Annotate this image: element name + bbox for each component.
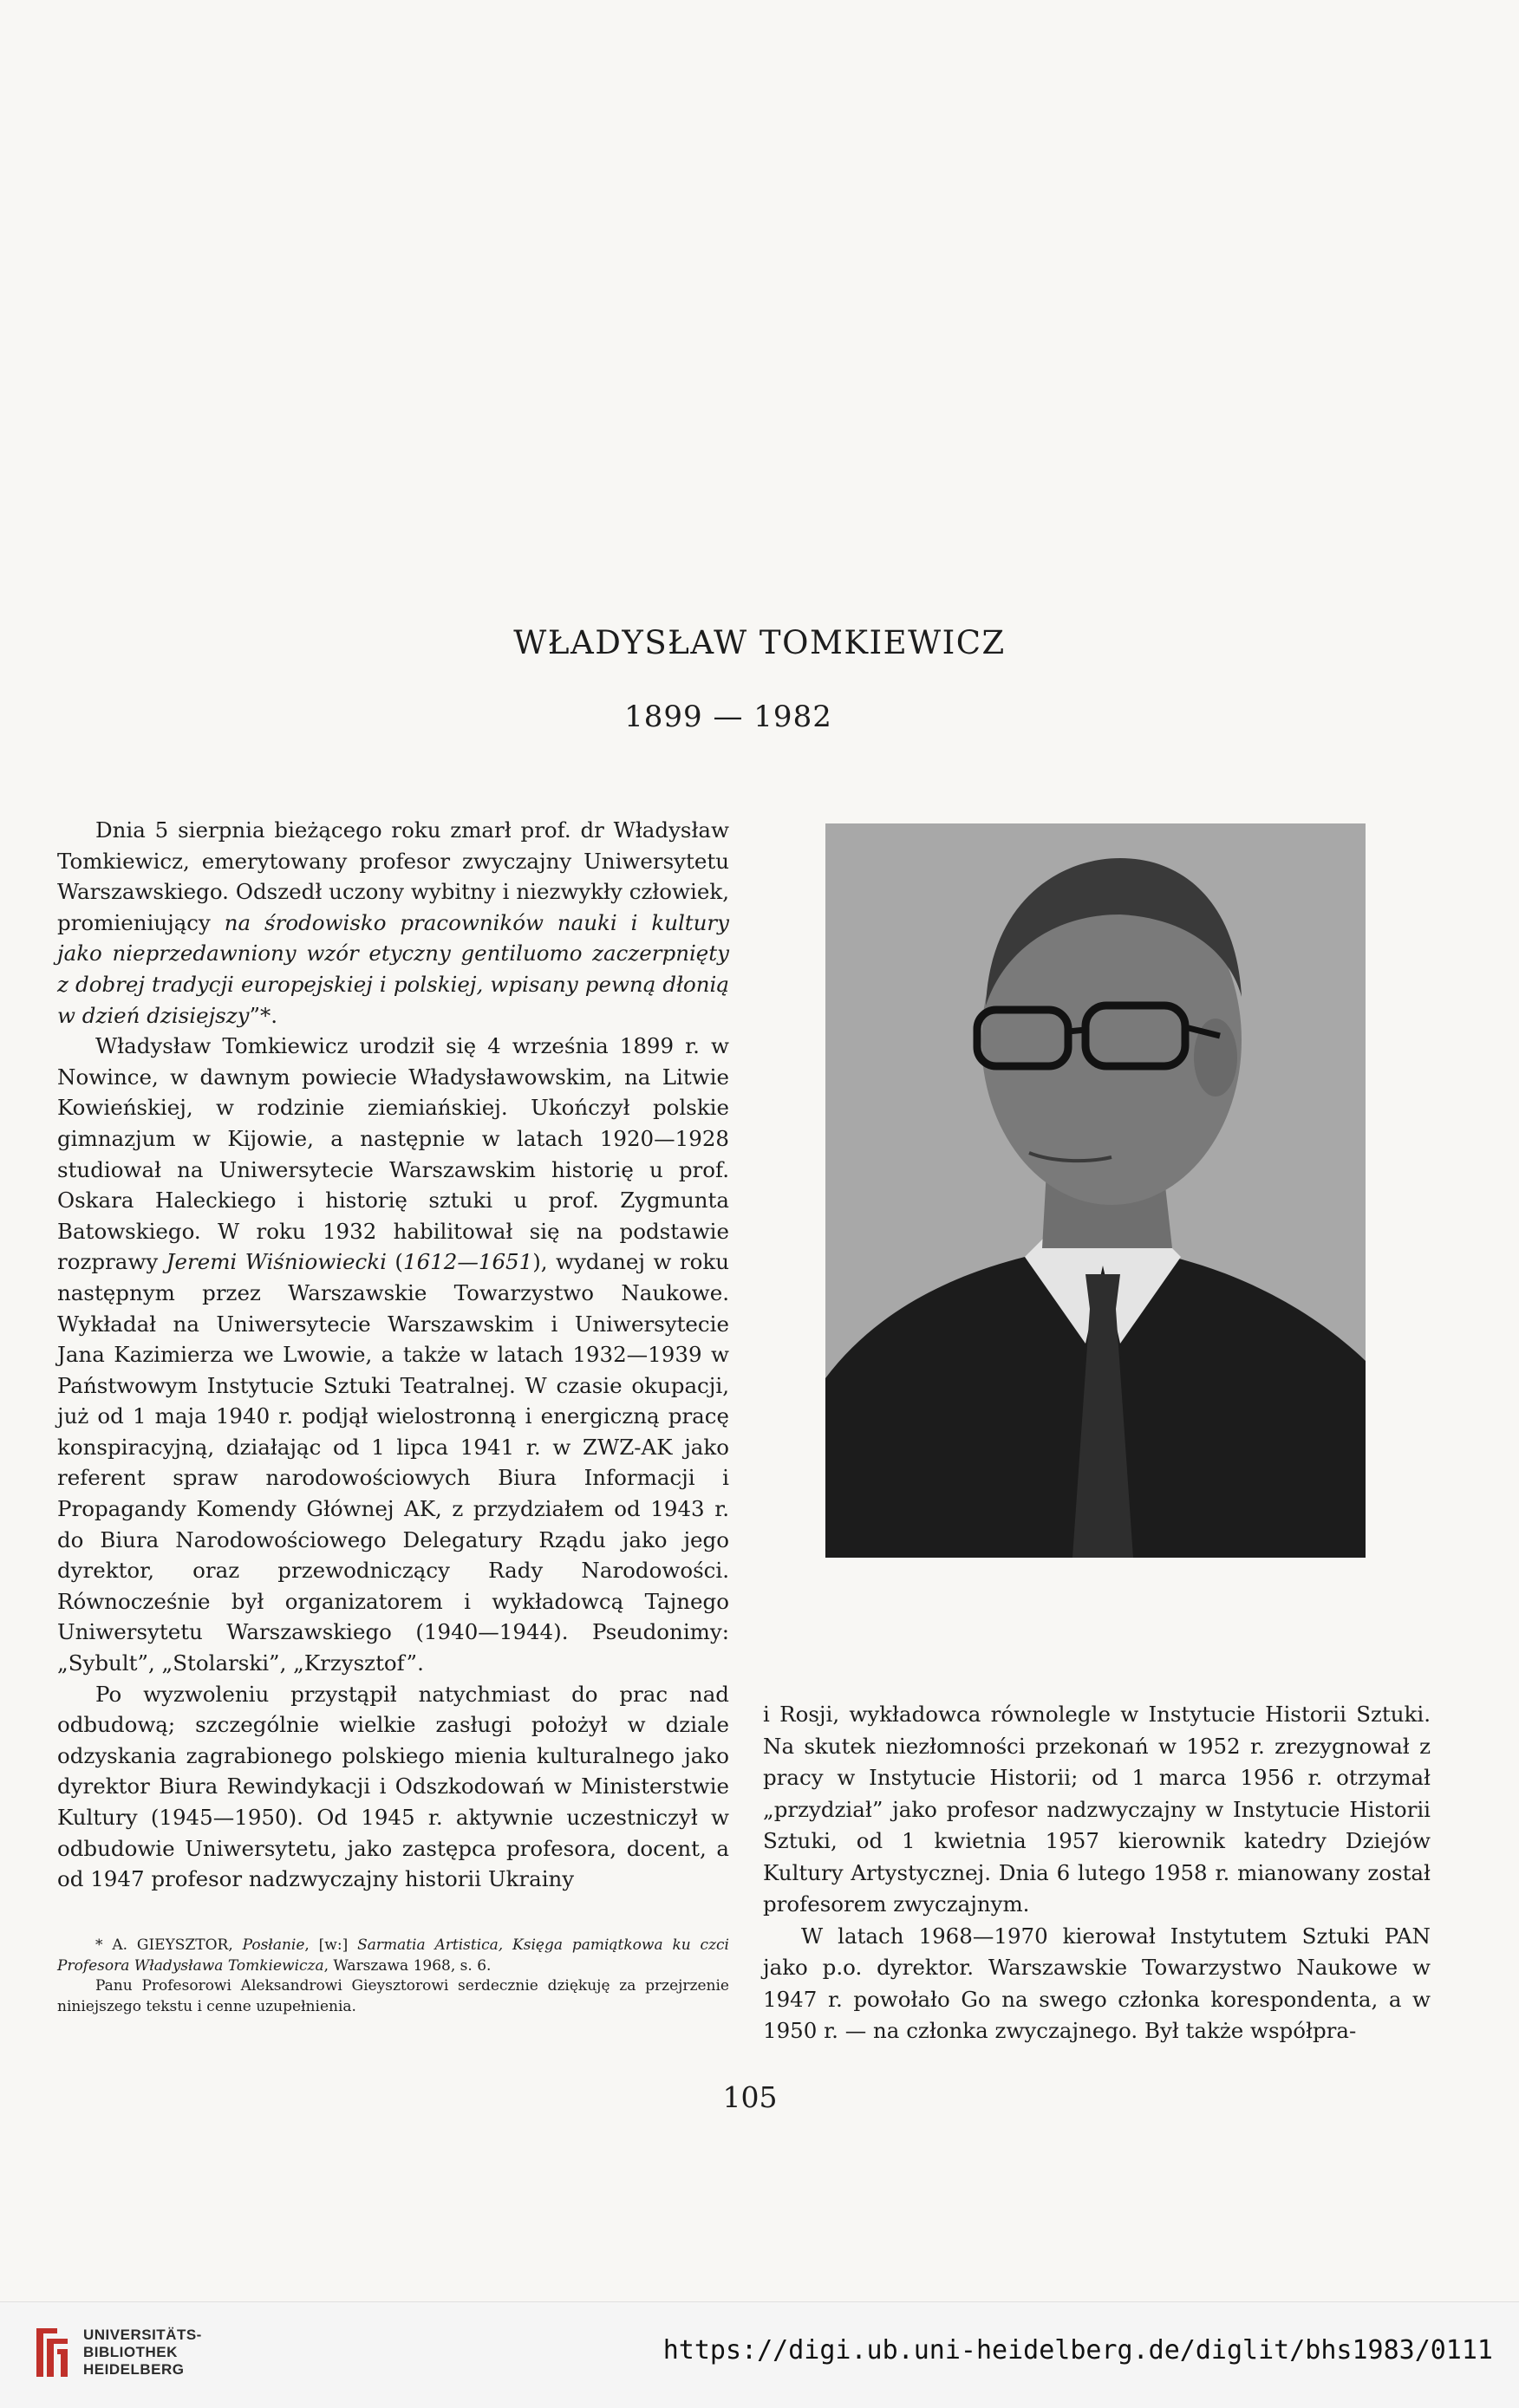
text-run: Władysław Tomkiewicz urodził się 4 września 1899 r. w Nowince, w dawnym powiecie Władysławowskim, na Litwie Kowieńskiej, w rodzinie ziemiańskiej. Ukończył polskie gimnazjum w Kijowie, a następnie w latach 1920—1928 studiował na Uniwersytecie Warszawskim historię u prof. Oskara Haleckiego i historię sztuki u prof. Zygmunta Batowskiego. W roku 1932 habilitował się na podstawie rozprawy [57, 1033, 729, 1275]
paragraph [763, 1921, 1431, 2047]
article-title: WŁADYSŁAW TOMKIEWICZ [513, 624, 1006, 661]
italic-text-run: 1612—1651 [403, 1249, 533, 1275]
italic-text-run: Jeremi Wiśniowiecki [166, 1249, 387, 1275]
portrait-photo [825, 823, 1366, 1558]
paragraph [57, 1936, 729, 1976]
library-name-line: UNIVERSITÄTS- [83, 2327, 202, 2343]
italic-text-run: Posłanie [242, 1936, 305, 1954]
paragraph [57, 1976, 729, 2017]
text-run: Panu Profesorowi Aleksandrowi Gieysztorowi serdecznie dziękuję za przejrzenie niniejszego tekstu i cenne uzupełnienia. [57, 1977, 729, 2015]
text-run: , [w:] [304, 1936, 358, 1954]
text-run: , Warszawa 1968, s. 6. [323, 1956, 492, 1975]
paragraph [763, 1699, 1431, 1921]
page-number: 105 [722, 2080, 778, 2114]
text-run: W latach 1968—1970 kierował Instytutem Sztuki PAN jako p.o. dyrektor. Warszawskie Towarzystwo Naukowe w 1947 r. powołało Go na swego członka korespondenta, a w 1950 r. — na członka zwyczajnego. Był także współpra- [763, 1923, 1431, 2043]
library-logo[interactable] [31, 2321, 202, 2384]
paragraph [57, 1679, 729, 1895]
text-run: ”*. [249, 1002, 278, 1028]
library-footer [0, 2301, 1519, 2408]
text-run: * A. GIEYSZTOR, [95, 1936, 243, 1954]
library-name-line: HEIDELBERG [83, 2361, 185, 2378]
paragraph [57, 1031, 729, 1678]
life-dates: 1899 — 1982 [624, 700, 832, 734]
permalink-url[interactable]: https://digi.ub.uni-heidelberg.de/diglit/bhs1983/0111 [662, 2335, 1493, 2366]
italic-text-run: Sarmatia Artistica, Księga pamiątkowa ku czci Profesora Władysława Tomkiewicza [57, 1936, 729, 1975]
library-logo-icon [31, 2321, 73, 2384]
italic-text-run: na środowisko pracowników nauki i kultury jako nieprzedawniony wzór etyczny gentiluomo zaczerpnięty z dobrej tradycji europejskiej i polskiej, wpisany pewną dłonią w dzień dzisiejszy [57, 909, 729, 1028]
text-run: i Rosji, wykładowca równolegle w Instytucie Historii Sztuki. Na skutek niezłomności przekonań w 1952 r. zrezygnował z pracy w Instytucie Historii; od 1 marca 1956 r. otrzymał „przydział” jako profesor nadzwyczajny w Instytucie Historii Sztuki, od 1 kwietnia 1957 kierownik katedry Dziejów Kultury Artystycznej. Dnia 6 lutego 1958 r. mianowany został profesorem zwyczajnym. [763, 1702, 1431, 1917]
text-run: Po wyzwoleniu przystąpił natychmiast do prac nad odbudową; szczególnie wielkie zasługi położył w dziale odzyskania zagrabionego polskiego mienia kulturalnego jako dyrektor Biura Rewindykacji i Odszkodowań w Ministerstwie Kultury (1945—1950). Od 1945 r. aktywnie uczestniczył w odbudowie Uniwersytetu, jako zastępca profesora, docent, a od 1947 profesor nadzwyczajny historii Ukrainy [57, 1681, 729, 1892]
right-column-text [763, 1699, 1431, 2047]
text-run: Dnia 5 sierpnia bieżącego roku zmarł prof. dr Władysław Tomkiewicz, emerytowany profesor zwyczajny Uniwersytetu Warszawskiego. Odszedł uczony wybitny i niezwykły człowiek, promieniujący [57, 817, 729, 935]
footnote [57, 1936, 729, 2017]
text-run: ), wydanej w roku następnym przez Warszawskie Towarzystwo Naukowe. Wykładał na Uniwersytecie Warszawskim i Uniwersytecie Jana Kazimierza we Lwowie, a także w latach 1932—1939 w Państwowym Instytucie Sztuki Teatralnej. W czasie okupacji, już od 1 maja 1940 r. podjął wielostronną i energiczną pracę konspiracyjną, działając od 1 lipca 1941 r. w ZWZ-AK jako referent spraw narodowościowych Biura Informacji i Propagandy Komendy Głównej AK, z przydziałem od 1943 r. do Biura Narodowościowego Delegatury Rządu jako jego dyrektor, oraz przewodniczący Rady Narodowości. Równocześnie był organizatorem i wykładowcą Tajnego Uniwersytetu Warszawskiego (1940—1944). Pseudonimy: „Sybult”, „Stolarski”, „Krzysztof”. [57, 1249, 729, 1676]
paragraph [57, 815, 729, 1031]
library-name-line: BIBLIOTHEK [83, 2344, 178, 2360]
left-column-text [57, 815, 729, 1895]
library-name [83, 2327, 202, 2379]
text-run: ( [386, 1249, 403, 1275]
